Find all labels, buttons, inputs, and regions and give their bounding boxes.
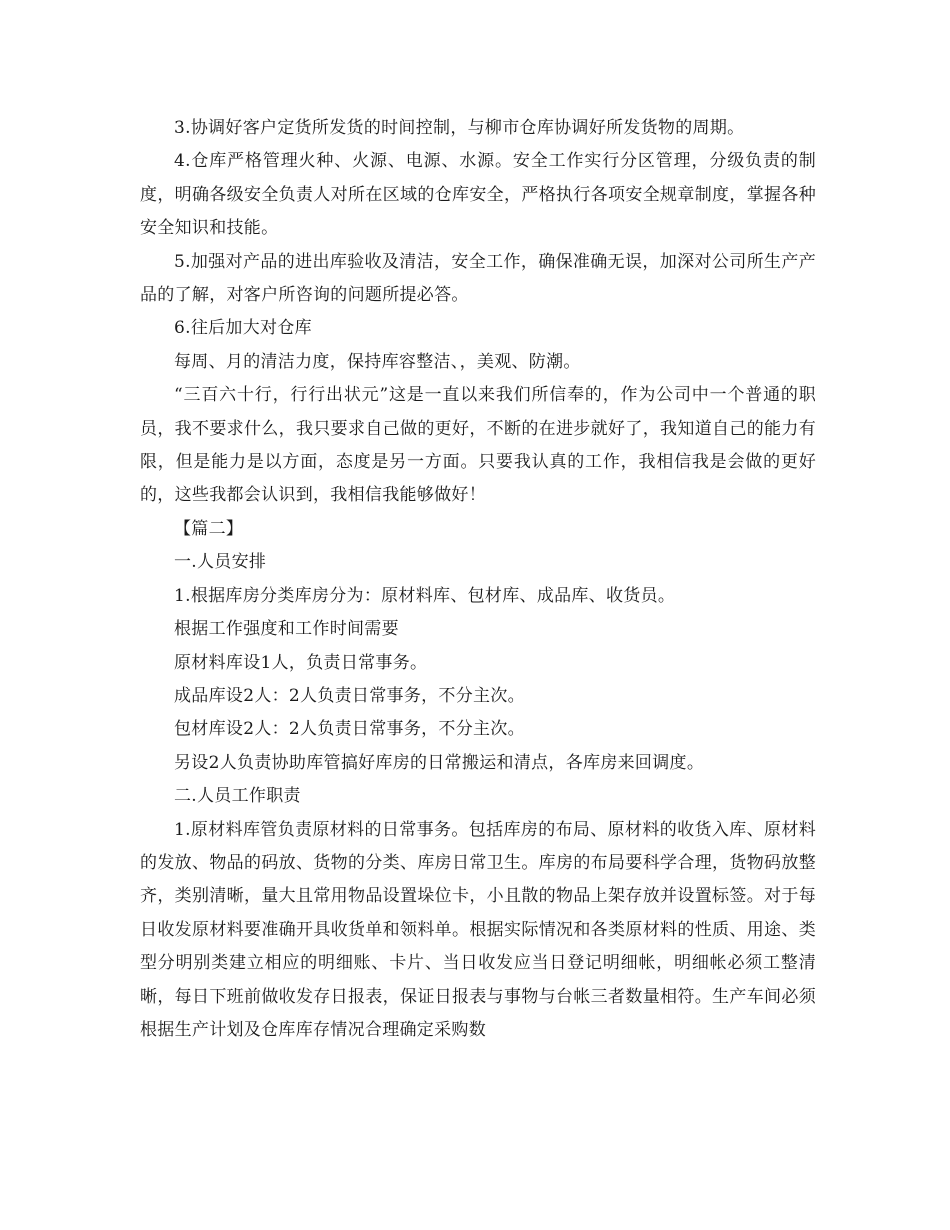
paragraph-1: 3.协调好客户定货所发货的时间控制，与柳市仓库协调好所发货物的周期。 [174, 118, 745, 138]
paragraph-3: 5.加强对产品的进出库验收及清洁，安全工作，确保准确无误，加深对公司所生产产品的了解，对客户所咨询的问题所提必答。 [140, 251, 816, 306]
document-page [140, 112, 816, 1047]
paragraph-2: 4.仓库严格管理火种、火源、电源、水源。安全工作实行分区管理，分级负责的制度，明确各级安全负责人对所在区域的仓库安全，严格执行各项安全规章制度，掌握各种安全知识和技能。 [140, 151, 816, 239]
paragraph-6: “三百六十行，行行出状元”这是一直以来我们所信奉的，作为公司中一个普通的职员，我不要求什么，我只要求自己做的更好，不断的在进步就好了，我知道自己的能力有限，但是能力是以方面，态度是另一方面。只要我认真的工作，我相信我是会做的更好的，这些我都会认识到，我相信我能够做好！ [140, 385, 816, 506]
paragraph-8: 根据工作强度和工作时间需要 [174, 619, 399, 640]
paragraph-4: 6.往后加大对仓库 [174, 318, 312, 339]
paragraph-9: 原材料库设1人，负责日常事务。 [174, 652, 428, 673]
paragraph-7: 1.根据库房分类库房分为：原材料库、包材库、成品库、收货员。 [174, 585, 676, 606]
section-heading-part-two: 【篇二】 [174, 518, 244, 539]
paragraph-5: 每周、月的清洁力度，保持库容整洁、，美观、防潮。 [174, 351, 581, 372]
paragraph-12: 另设2人负责协助库管搞好库房的日常搬运和清点，各库房来回调度。 [174, 752, 705, 773]
paragraph-11: 包材库设2人：2人负责日常事务，不分主次。 [174, 719, 525, 740]
paragraph-10: 成品库设2人：2人负责日常事务，不分主次。 [174, 685, 525, 706]
heading-staff-duties: 二.人员工作职责 [174, 786, 301, 807]
paragraph-13: 1.原材料库管负责原材料的日常事务。包括库房的布局、原材料的收货入库、原材料的发放、物品的码放、货物的分类、库房日常卫生。库房的布局要科学合理，货物码放整齐，类别清晰，量大且常用物品设置垛位卡，小且散的物品上架存放并设置标签。对于每日收发原材料要准确开具收货单和领料单。根据实际情况和各类原材料的性质、用途、类型分明别类建立相应的明细账、卡片、当日收发应当日登记明细帐，明细帐必须工整清晰，每日下班前做收发存日报表，保证日报表与事物与台帐三者数量相符。生产车间必须根据生产计划及仓库库存情况合理确定采购数 [140, 819, 816, 1040]
heading-staff-arrangement: 一.人员安排 [174, 552, 267, 573]
